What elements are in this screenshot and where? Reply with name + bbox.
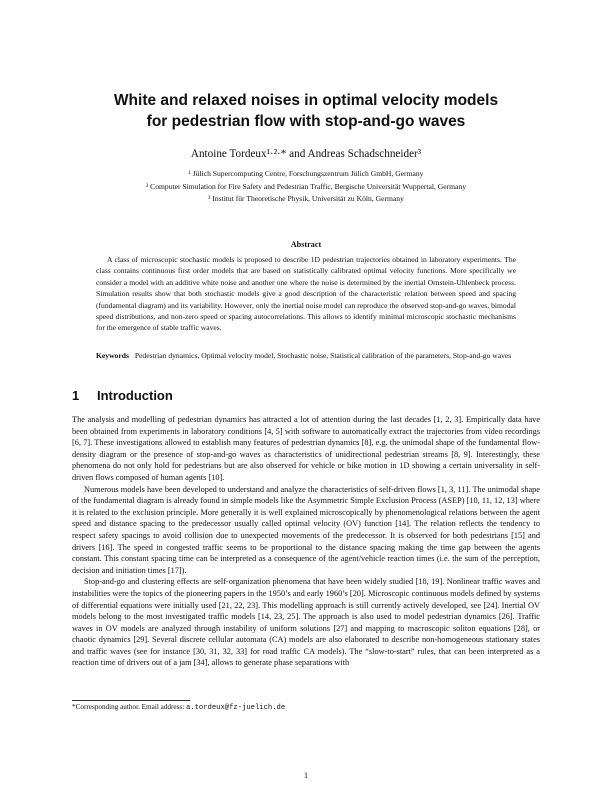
affiliations (0, 168, 612, 206)
authors: Antoine Tordeux¹·²·* and Andreas Schadschneider³ (190, 148, 422, 160)
body-text (72, 414, 540, 669)
affiliation-1: ¹ Jülich Supercomputing Centre, Forschungszentrum Jülich GmbH, Germany (188, 169, 424, 178)
affiliation-2: ² Computer Simulation for Fire Safety and Pedestrian Traffic, Bergische Universität Wuppertal, Germany (145, 181, 466, 191)
abstract-text: A class of microscopic stochastic models is proposed to describe 1D pedestrian trajectories obtained in laboratory experiments. The class contains continuous first order models that are based on statistically calibrated optimal velocity functions. More specifically we consider a model with an additive white noise and another one where the noise is determined by the inertial Ornstein-Uhlenbeck process. Simulation results show that both stochastic models give a good description of the characteristic relation between speed and spacing (fundamental diagram) and its variability. However, only the inertial noise model can reproduce the observed stop-and-go waves, bimodal speed distributions, and non-zero speed or spacing autocorrelations. This allows to identify minimal microscopic stochastic mechanisms for the emergence of stable traffic waves. (96, 255, 516, 333)
affiliation-3: ³ Institut für Theoretische Physik, Universität zu Köln, Germany (208, 194, 404, 203)
paragraph-2: Numerous models have been developed to understand and analyze the characteristics of self-driven flows [1, 3, 11]. The unimodal shape of the fundamental diagram is already found in simple models like the Asymmetric Simple Exclusion Process (ASEP) [10, 11, 12, 13] where it is related to the exclusion principle. More generally it is well explained microscopically by phenomenological relations between the agent speed and distance spacing to the predecessor usually called optimal velocity (OV) function [14]. The relation reflects the tendency to respect safety spacings to avoid collision due to unexpected movements of the predecessor. It is observed for both pedestrians [15] and drivers [16]. The speed in congested traffic seems to be proportional to the distance spacing making the time gap between the agents constant. This constant spacing time can be interpreted as a consequence of the agent/vehicle reaction times (i.e. the sum of the perception, decision and initiation times [17]). (72, 484, 540, 575)
paragraph-3: Stop-and-go and clustering effects are self-organization phenomena that have been widely studied [18, 19]. Nonlinear traffic waves and instabilities were the topics of the pioneering papers in the 1950’s and early 1960’s [20]. Microscopic continuous models defined by systems of differential equations were initially used [21, 22, 23]. This modelling approach is still currently actively developed, see [24]. Inertial OV models belong to the most investigated traffic models [14, 23, 25]. The approach is also used to model pedestrian dynamics [26]. Traffic waves in OV models are analyzed through instability of uniform solutions [27] and mapping to macroscopic soliton equations [28], or chaotic dynamics [29]. Several discrete cellular automata (CA) models are also elaborated to describe non-homogeneous stationary states and traffic waves (see for instance [30, 31, 32, 33] for road traffic CA models). The “slow-to-start” rules, that can been interpreted as a reaction time of drivers out of a jam [34], allows to generate phase separations with (72, 577, 540, 668)
footnote (72, 703, 285, 712)
footnote-label: *Corresponding author. Email address: (72, 703, 185, 711)
section-title: Introduction (97, 388, 173, 403)
keywords-label: Keywords (96, 351, 129, 360)
section-heading (72, 388, 173, 403)
paragraph-1: The analysis and modelling of pedestrian dynamics has attracted a lot of attention during the last decades [1, 2, 3]. Empirically data have been obtained from experiments in laboratory conditions [4, 5] with software to automatically extract the trajectories from video recordings [6, 7]. These investigations allowed to establish many features of pedestrian dynamics [8], e.g. the unimodal shape of the fundamental flow-density diagram or the presence of stop-and-go waves as characteristics of unidirectional pedestrian streams [8, 9]. Interestingly, these phenomena do not only hold for pedestrians but are also observed for vehicle or bike motion in 1D showing a certain universality in self-driven flows composed of human agents [10]. (72, 415, 540, 482)
paper-title (0, 90, 612, 132)
section-number: 1 (72, 388, 80, 403)
abstract-heading: Abstract (290, 240, 322, 249)
footnote-rule (72, 700, 190, 701)
title-line-1: White and relaxed noises in optimal velocity models (113, 92, 499, 109)
keywords (96, 350, 516, 361)
footnote-email[interactable]: a.tordeux@fz-juelich.de (185, 704, 286, 712)
title-line-2: for pedestrian flow with stop-and-go waves (146, 113, 466, 130)
page-number: 1 (303, 770, 309, 780)
keywords-text: Pedestrian dynamics, Optimal velocity model, Stochastic noise, Statistical calibration of the parameters, Stop-and-go waves (134, 351, 512, 360)
